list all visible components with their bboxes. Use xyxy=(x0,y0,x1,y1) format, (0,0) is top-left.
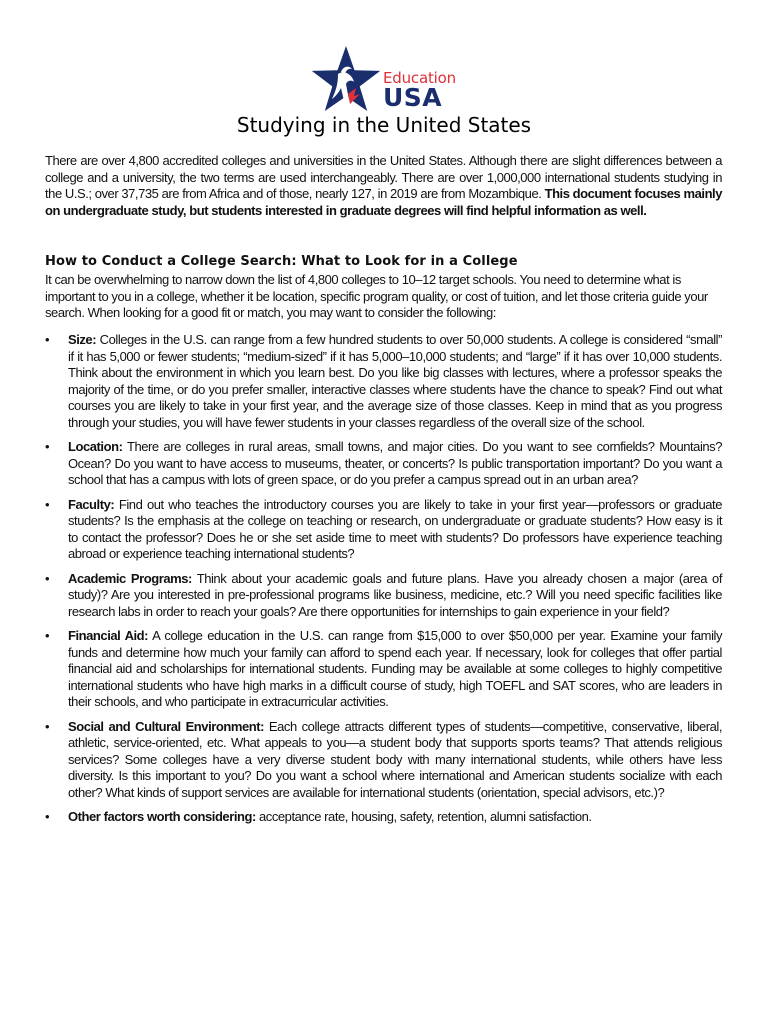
star-icon xyxy=(308,44,384,116)
bullet-icon: • xyxy=(45,439,50,454)
bullet-icon: • xyxy=(45,496,50,512)
list-item-term: Size: xyxy=(68,332,97,347)
intro-paragraph xyxy=(45,153,722,219)
logo-text-usa: USA xyxy=(383,83,443,112)
bullet-icon: • xyxy=(45,332,50,347)
list-item-term: Financial Aid: xyxy=(68,628,149,643)
educationusa-logo xyxy=(308,44,464,116)
bullet-icon: • xyxy=(45,628,50,643)
list-item-other-factors xyxy=(45,809,722,826)
list-item-financial-aid xyxy=(45,628,722,711)
list-item-term: Other factors worth considering: xyxy=(68,809,256,824)
list-item-text: Think about your academic goals and future plans. Have you already chosen a major (area of study)? Are you interested in pre-professional programs like business, medicine, etc.? Will you need specific facilities like research labs in order to reach your goals? Are there opportunities for internships to gain experience in your field? xyxy=(68,570,722,619)
section-lead-paragraph: It can be overwhelming to narrow down the list of 4,800 colleges to 10–12 target schools. You need to determine what is important to you in a college, whether it be location, specific program quality, or cost of tuition, and let those criteria guide your search. When looking for a good fit or match, you may want to consider the following: xyxy=(45,272,708,320)
considerations-list xyxy=(45,332,722,834)
intro-bold-text: This document focuses mainly on undergraduate study, but students interested in graduate degrees will find helpful information as well. xyxy=(45,186,722,218)
list-item-term: Faculty: xyxy=(68,496,115,512)
section-heading: How to Conduct a College Search: What to Look for in a College xyxy=(45,254,518,269)
list-item-text: acceptance rate, housing, safety, retention, alumni satisfaction. xyxy=(255,809,592,824)
list-item-text: Colleges in the U.S. can range from a few hundred students to over 50,000 students. A college is considered “small” if it has 5,000 or fewer students; “medium-sized” if it has 5,000–10,000 students; and “large” if it has over 10,000 students. Think about the environment in which you learn best. Do you like big classes with lectures, where a professor speaks the majority of the time, or do you prefer smaller, interactive classes where students have the chance to speak? Find out what courses you are likely to take in your first year, and the average size of those classes. Keep in mind that as you progress through your studies, you will have fewer students in your classes regardless of the overall size of the school. xyxy=(68,332,722,430)
bullet-icon: • xyxy=(45,809,50,824)
list-item-text: Each college attracts different types of students—competitive, conservative, liberal, athletic, service-oriented, etc. What appeals to you—a student body that supports sports teams? That attends religious services? Some colleges have a very diverse student body with many international students, while others have less diversity. Is this important to you? Do you want a school where international and American students socialize with each other? What kinds of support services are available for international students (orientation, special advisors, etc.)? xyxy=(68,718,722,800)
logo-text-education: Education xyxy=(383,69,456,87)
list-item-social-cultural xyxy=(45,719,722,802)
page-title: Studying in the United States xyxy=(236,113,532,137)
list-item-text: A college education in the U.S. can range from $15,000 to over $50,000 per year. Examine your family funds and determine how much your family can afford to spend each year. If necessary, look for colleges that offer partial financial aid and scholarships for international students. Funding may be available at some colleges to highly competitive international students who have high marks in a difficult course of study, high TOEFL and SAT scores, who are leaders in their schools, and who participate in extracurricular activities. xyxy=(68,628,722,709)
bullet-icon: • xyxy=(45,570,50,586)
list-item-term: Social and Cultural Environment: xyxy=(68,718,264,734)
list-item-term: Location: xyxy=(68,439,123,454)
list-item-text: Find out who teaches the introductory courses you are likely to take in your first year—professors or graduate students? Is the emphasis at the college on teaching or research, on undergraduate or graduate students? How easy is it to contact the professor? Does he or she set aside time to meet with students? Do professors have experience teaching abroad or experience teaching international students? xyxy=(68,496,722,561)
list-item-academic-programs xyxy=(45,571,722,621)
list-item-term: Academic Programs: xyxy=(68,570,192,586)
bullet-icon: • xyxy=(45,718,50,734)
list-item-location xyxy=(45,439,722,489)
intro-text: There are over 4,800 accredited colleges and universities in the United States. Although there are slight differences between a college and a university, the two terms are used interchangeably. There are over 1,000,000 international students studying in the U.S.; over 37,735 are from Africa and of those, nearly 127, in 2019 are from Mozambique. xyxy=(45,153,722,201)
list-item-faculty xyxy=(45,497,722,563)
list-item-text: There are colleges in rural areas, small towns, and major cities. Do you want to see cornfields? Mountains? Ocean? Do you want to have access to museums, theater, or concerts? Is public transportation important? Do you want a school that has a campus with lots of green space, or do you prefer a campus spread out in an urban area? xyxy=(68,439,722,487)
list-item-size xyxy=(45,332,722,431)
